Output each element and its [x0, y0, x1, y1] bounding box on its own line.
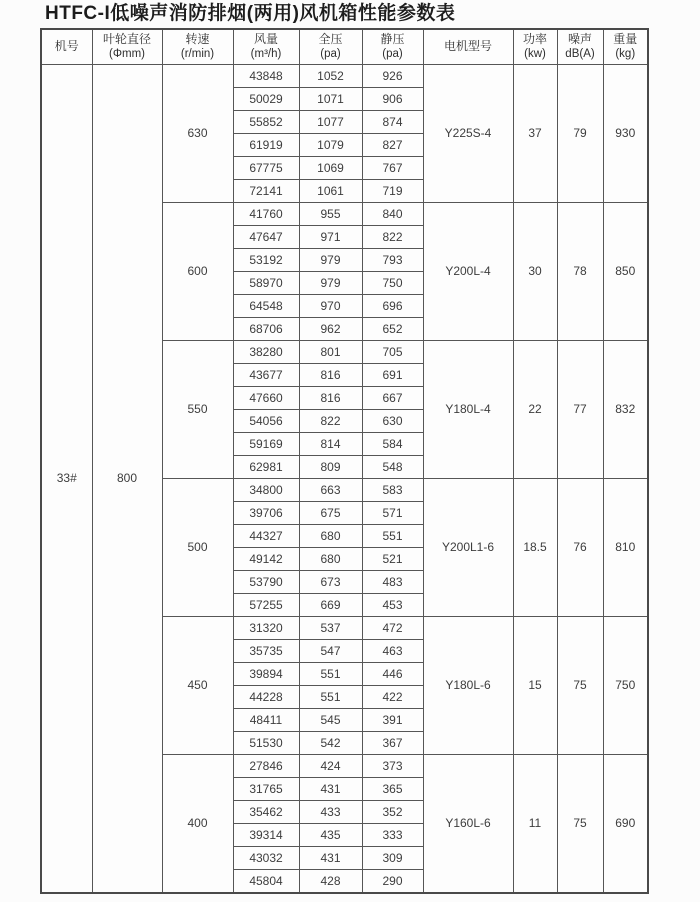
weight-cell: 810	[603, 478, 648, 616]
header-machine-no	[41, 29, 92, 65]
weight-cell: 850	[603, 202, 648, 340]
air-volume-cell: 31765	[233, 777, 299, 800]
header-unit: (kw)	[524, 48, 546, 61]
total-pressure-cell: 1077	[299, 110, 362, 133]
speed-cell: 500	[162, 478, 233, 616]
static-pressure-cell: 571	[362, 501, 423, 524]
air-volume-cell: 43032	[233, 846, 299, 869]
header-unit: (m³/h)	[250, 48, 282, 61]
header-label: 转速	[185, 32, 210, 47]
speed-cell: 450	[162, 616, 233, 754]
total-pressure-cell: 542	[299, 731, 362, 754]
header-unit: (kg)	[615, 48, 636, 61]
total-pressure-cell: 1052	[299, 64, 362, 87]
power-cell: 22	[513, 340, 557, 478]
total-pressure-cell: 809	[299, 455, 362, 478]
static-pressure-cell: 367	[362, 731, 423, 754]
air-volume-cell: 59169	[233, 432, 299, 455]
total-pressure-cell: 663	[299, 478, 362, 501]
static-pressure-cell: 584	[362, 432, 423, 455]
total-pressure-cell: 547	[299, 639, 362, 662]
power-cell: 18.5	[513, 478, 557, 616]
weight-cell: 750	[603, 616, 648, 754]
speed-cell: 630	[162, 64, 233, 202]
total-pressure-cell: 551	[299, 662, 362, 685]
total-pressure-cell: 822	[299, 409, 362, 432]
air-volume-cell: 57255	[233, 593, 299, 616]
header-label: 叶轮直径	[102, 32, 151, 47]
static-pressure-cell: 446	[362, 662, 423, 685]
total-pressure-cell: 431	[299, 777, 362, 800]
header-unit: dB(A)	[565, 48, 595, 61]
static-pressure-cell: 333	[362, 823, 423, 846]
static-pressure-cell: 822	[362, 225, 423, 248]
total-pressure-cell: 1071	[299, 87, 362, 110]
air-volume-cell: 47647	[233, 225, 299, 248]
air-volume-cell: 51530	[233, 731, 299, 754]
motor-model-cell: Y200L1-6	[423, 478, 513, 616]
air-volume-cell: 43848	[233, 64, 299, 87]
total-pressure-cell: 814	[299, 432, 362, 455]
table-body	[41, 64, 648, 893]
header-unit: (pa)	[320, 48, 341, 61]
header-label: 电机型号	[443, 39, 492, 54]
power-cell: 37	[513, 64, 557, 202]
motor-model-cell: Y200L-4	[423, 202, 513, 340]
header-label: 噪声	[567, 32, 592, 47]
noise-cell: 76	[557, 478, 603, 616]
impeller-diameter-cell: 800	[92, 64, 162, 893]
motor-model-cell: Y180L-6	[423, 616, 513, 754]
total-pressure-cell: 979	[299, 271, 362, 294]
air-volume-cell: 53192	[233, 248, 299, 271]
air-volume-cell: 58970	[233, 271, 299, 294]
total-pressure-cell: 971	[299, 225, 362, 248]
static-pressure-cell: 548	[362, 455, 423, 478]
noise-cell: 79	[557, 64, 603, 202]
air-volume-cell: 39706	[233, 501, 299, 524]
static-pressure-cell: 521	[362, 547, 423, 570]
air-volume-cell: 34800	[233, 478, 299, 501]
weight-cell: 690	[603, 754, 648, 893]
header-speed	[162, 29, 233, 65]
static-pressure-cell: 840	[362, 202, 423, 225]
total-pressure-cell: 433	[299, 800, 362, 823]
noise-cell: 75	[557, 754, 603, 893]
static-pressure-cell: 793	[362, 248, 423, 271]
total-pressure-cell: 431	[299, 846, 362, 869]
total-pressure-cell: 673	[299, 570, 362, 593]
header-impeller-diameter	[92, 29, 162, 65]
static-pressure-cell: 365	[362, 777, 423, 800]
total-pressure-cell: 545	[299, 708, 362, 731]
total-pressure-cell: 680	[299, 524, 362, 547]
static-pressure-cell: 767	[362, 156, 423, 179]
total-pressure-cell: 1061	[299, 179, 362, 202]
air-volume-cell: 68706	[233, 317, 299, 340]
static-pressure-cell: 391	[362, 708, 423, 731]
header-label: 功率	[522, 32, 547, 47]
motor-model-cell: Y180L-4	[423, 340, 513, 478]
header-static-pressure	[362, 29, 423, 65]
table-row	[41, 64, 648, 87]
static-pressure-cell: 705	[362, 340, 423, 363]
air-volume-cell: 49142	[233, 547, 299, 570]
static-pressure-cell: 551	[362, 524, 423, 547]
machine-no-cell: 33#	[41, 64, 92, 893]
power-cell: 11	[513, 754, 557, 893]
air-volume-cell: 67775	[233, 156, 299, 179]
static-pressure-cell: 483	[362, 570, 423, 593]
total-pressure-cell: 979	[299, 248, 362, 271]
fan-performance-table	[40, 28, 649, 894]
total-pressure-cell: 435	[299, 823, 362, 846]
air-volume-cell: 35462	[233, 800, 299, 823]
air-volume-cell: 44327	[233, 524, 299, 547]
total-pressure-cell: 801	[299, 340, 362, 363]
air-volume-cell: 64548	[233, 294, 299, 317]
header-label: 风量	[253, 32, 278, 47]
static-pressure-cell: 290	[362, 869, 423, 893]
header-label: 全压	[318, 32, 343, 47]
air-volume-cell: 55852	[233, 110, 299, 133]
static-pressure-cell: 827	[362, 133, 423, 156]
weight-cell: 930	[603, 64, 648, 202]
static-pressure-cell: 696	[362, 294, 423, 317]
noise-cell: 78	[557, 202, 603, 340]
air-volume-cell: 38280	[233, 340, 299, 363]
static-pressure-cell: 652	[362, 317, 423, 340]
header-noise	[557, 29, 603, 65]
air-volume-cell: 43677	[233, 363, 299, 386]
total-pressure-cell: 955	[299, 202, 362, 225]
total-pressure-cell: 424	[299, 754, 362, 777]
air-volume-cell: 41760	[233, 202, 299, 225]
air-volume-cell: 45804	[233, 869, 299, 893]
air-volume-cell: 50029	[233, 87, 299, 110]
header-unit: (Φmm)	[109, 48, 145, 61]
air-volume-cell: 53790	[233, 570, 299, 593]
header-unit: (pa)	[382, 48, 403, 61]
static-pressure-cell: 422	[362, 685, 423, 708]
total-pressure-cell: 1069	[299, 156, 362, 179]
noise-cell: 77	[557, 340, 603, 478]
header-label: 重量	[613, 32, 638, 47]
header-total-pressure	[299, 29, 362, 65]
air-volume-cell: 62981	[233, 455, 299, 478]
static-pressure-cell: 463	[362, 639, 423, 662]
static-pressure-cell: 926	[362, 64, 423, 87]
air-volume-cell: 27846	[233, 754, 299, 777]
header-row	[41, 29, 648, 65]
static-pressure-cell: 750	[362, 271, 423, 294]
page-title: HTFC-I低噪声消防排烟(两用)风机箱性能参数表	[45, 3, 456, 24]
static-pressure-cell: 583	[362, 478, 423, 501]
static-pressure-cell: 719	[362, 179, 423, 202]
header-air-volume	[233, 29, 299, 65]
static-pressure-cell: 309	[362, 846, 423, 869]
speed-cell: 600	[162, 202, 233, 340]
total-pressure-cell: 1079	[299, 133, 362, 156]
total-pressure-cell: 669	[299, 593, 362, 616]
total-pressure-cell: 816	[299, 386, 362, 409]
noise-cell: 75	[557, 616, 603, 754]
air-volume-cell: 61919	[233, 133, 299, 156]
static-pressure-cell: 352	[362, 800, 423, 823]
static-pressure-cell: 453	[362, 593, 423, 616]
air-volume-cell: 48411	[233, 708, 299, 731]
speed-cell: 400	[162, 754, 233, 893]
total-pressure-cell: 551	[299, 685, 362, 708]
weight-cell: 832	[603, 340, 648, 478]
power-cell: 30	[513, 202, 557, 340]
table-header	[41, 29, 648, 65]
total-pressure-cell: 680	[299, 547, 362, 570]
motor-model-cell: Y160L-6	[423, 754, 513, 893]
air-volume-cell: 31320	[233, 616, 299, 639]
static-pressure-cell: 667	[362, 386, 423, 409]
static-pressure-cell: 906	[362, 87, 423, 110]
static-pressure-cell: 630	[362, 409, 423, 432]
air-volume-cell: 72141	[233, 179, 299, 202]
air-volume-cell: 47660	[233, 386, 299, 409]
total-pressure-cell: 816	[299, 363, 362, 386]
static-pressure-cell: 472	[362, 616, 423, 639]
power-cell: 15	[513, 616, 557, 754]
air-volume-cell: 35735	[233, 639, 299, 662]
header-weight	[603, 29, 648, 65]
total-pressure-cell: 970	[299, 294, 362, 317]
header-label: 静压	[380, 32, 405, 47]
motor-model-cell: Y225S-4	[423, 64, 513, 202]
header-unit: (r/min)	[180, 48, 215, 61]
total-pressure-cell: 537	[299, 616, 362, 639]
header-motor-model	[423, 29, 513, 65]
total-pressure-cell: 675	[299, 501, 362, 524]
speed-cell: 550	[162, 340, 233, 478]
air-volume-cell: 44228	[233, 685, 299, 708]
air-volume-cell: 54056	[233, 409, 299, 432]
air-volume-cell: 39314	[233, 823, 299, 846]
total-pressure-cell: 428	[299, 869, 362, 893]
static-pressure-cell: 691	[362, 363, 423, 386]
static-pressure-cell: 874	[362, 110, 423, 133]
air-volume-cell: 39894	[233, 662, 299, 685]
total-pressure-cell: 962	[299, 317, 362, 340]
header-power	[513, 29, 557, 65]
static-pressure-cell: 373	[362, 754, 423, 777]
header-label: 机号	[54, 39, 79, 54]
